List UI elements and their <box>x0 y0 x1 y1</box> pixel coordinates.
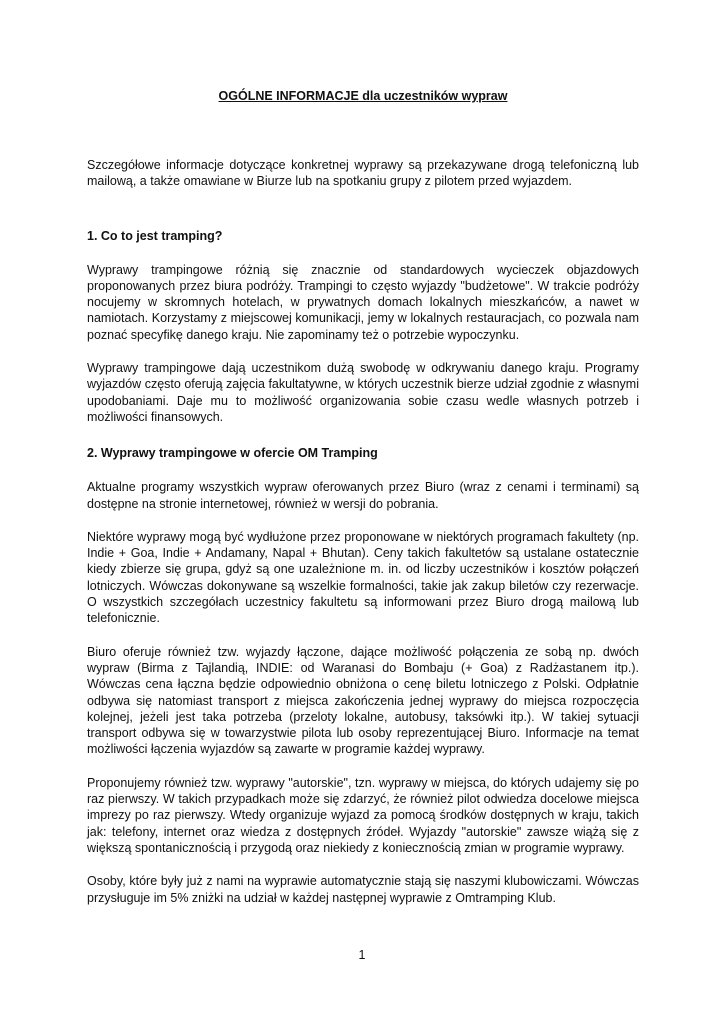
section-2-paragraph-3: Biuro oferuje również tzw. wyjazdy łączone, dające możliwość połączenia ze sobą np. dwóch wypraw (Birma z Tajlandią, INDIE: od Waranasi do Bombaju (+ Goa) z Radżastanem itp.). Wówczas cena łączna będzie odpowiednio obniżona o cenę biletu lotniczego z Polski. Odpłatnie odbywa się natomiast transport z miejsca zakończenia jednej wyprawy do miejsca rozpoczęcia kolejnej, jeżeli jest taka potrzeba (przeloty lokalne, autobusy, taksówki itp.). W takiej sytuacji transport odbywa się w towarzystwie pilota lub osoby reprezentującej Biuro. Informacje na temat możliwości łączenia wyjazdów są zawarte w programie każdej wyprawy. <box>87 644 639 757</box>
document-body <box>87 88 639 923</box>
section-2-paragraph-1: Aktualne programy wszystkich wypraw oferowanych przez Biuro (wraz z cenami i terminami) są dostępne na stronie internetowej, również w wersji do pobrania. <box>87 480 639 511</box>
section-1-paragraph-1: Wyprawy trampingowe różnią się znacznie od standardowych wycieczek objazdowych proponowanych przez biura podróży. Trampingi to często wyjazdy "budżetowe". W trakcie podróży nocujemy w skromnych hotelach, w prywatnych domach lokalnych mieszkańców, a nawet w namiotach. Korzystamy z miejscowej komunikacji, jemy w lokalnych restauracjach, co pozwala nam poznać specyfikę danego kraju. Nie zapominamy też o potrzebie wypoczynku. <box>87 262 639 342</box>
section-2-paragraph-4: Proponujemy również tzw. wyprawy "autorskie", tzn. wyprawy w miejsca, do których udajemy się po raz pierwszy. W takich przypadkach może się zdarzyć, że również pilot odwiedza docelowe miejsca imprezy po raz pierwszy. Wtedy organizuje wyjazd za pomocą środków dostępnych w kraju, takich jak: telefony, internet oraz wiedza z dostępnych źródeł. Wyjazdy "autorskie" zawsze wiążą się z większą spontanicznością i przygodą oraz niekiedy z koniecznością zmian w programie wyprawy. <box>87 775 639 855</box>
section-2-paragraph-2: Niektóre wyprawy mogą być wydłużone przez proponowane w niektórych programach fakultety (np. Indie + Goa, Indie + Andamany, Napal + Bhutan). Ceny takich fakultetów są ustalane ostatecznie kiedy zbierze się grupa, gdyż są one uzależnione m. in. od liczby uczestników i kosztów połączeń lotniczych. Wówczas dokonywane są wszelkie formalności, takie jak zakup biletów czy rezerwacje. O wszystkich szczegółach uczestnicy fakultetu są informowani przez Biuro drogą mailową lub telefonicznie. <box>87 529 639 626</box>
document-title: OGÓLNE INFORMACJE dla uczestników wypraw <box>218 89 508 103</box>
page-number: 1 <box>358 948 366 962</box>
section-2-paragraph-5: Osoby, które były już z nami na wyprawie automatycznie stają się naszymi klubowiczami. Wówczas przysługuje im 5% zniżki na udział w każdej następnej wyprawie z Omtramping Klub. <box>87 874 639 905</box>
section-1-heading: 1. Co to jest tramping? <box>87 228 223 243</box>
section-2-heading: 2. Wyprawy trampingowe w ofercie OM Tramping <box>87 446 378 461</box>
intro-paragraph: Szczegółowe informacje dotyczące konkretnej wyprawy są przekazywane drogą telefoniczną lub mailową, a także omawiane w Biurze lub na spotkaniu grupy z pilotem przed wyjazdem. <box>87 158 639 189</box>
section-1-paragraph-2: Wyprawy trampingowe dają uczestnikom dużą swobodę w odkrywaniu danego kraju. Programy wyjazdów często oferują zajęcia fakultatywne, w których uczestnik bierze udział zgodnie z własnymi upodobaniami. Daje mu to możliwość organizowania sobie czasu wedle własnych potrzeb i możliwości finansowych. <box>87 361 639 424</box>
